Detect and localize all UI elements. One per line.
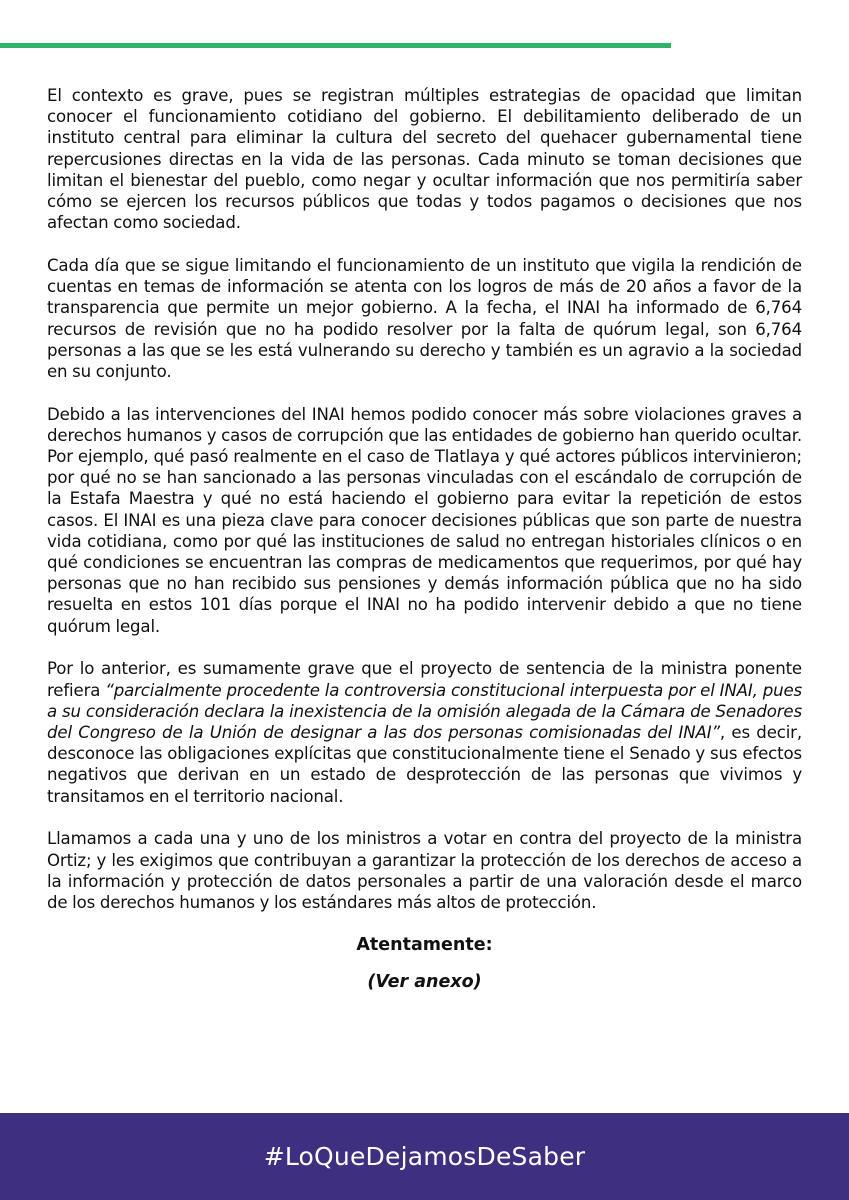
- letter-body: [47, 85, 802, 992]
- footer-banner: [0, 1113, 849, 1200]
- paragraph-context: El contexto es grave, pues se registran múltiples estrategias de opacidad que limitan conocer el funcionamiento cotidiano del gobierno. El debilitamiento deliberado de un instituto central para eliminar la cultura del secreto del quehacer gubernamental tiene repercusiones directas en la vida de las personas. Cada minuto se toman decisiones que limitan el bienestar del pueblo, como negar y ocultar información que nos permitiría saber cómo se ejercen los recursos públicos que todas y todos pagamos o decisiones que nos afectan como sociedad.: [47, 86, 802, 233]
- campaign-hashtag: #LoQueDejamosDeSaber: [263, 1142, 586, 1171]
- closing-salutation: Atentamente:: [356, 934, 493, 955]
- paragraph-inai-interventions: Debido a las intervenciones del INAI hemos podido conocer más sobre violaciones graves a derechos humanos y casos de corrupción que las entidades de gobierno han querido ocultar. Por ejemplo, qué pasó realmente en el caso de Tlatlaya y qué actores públicos intervinieron; por qué no se han sancionado a las personas vinculadas con el escándalo de corrupción de la Estafa Maestra y qué no está haciendo el gobierno para evitar la repetición de estos casos. El INAI es una pieza clave para conocer decisiones públicas que son parte de nuestra vida cotidiana, como por qué las instituciones de salud no entregan historiales clínicos o en qué condiciones se encuentran las compras de medicamentos que requerimos, por qué hay personas que no han recibido sus pensiones y demás información pública que no ha sido resuelta en estos 101 días porque el INAI no ha podido intervenir debido a que no tiene quórum legal.: [47, 404, 802, 636]
- ruling-intro-text: Por lo anterior, es sumamente grave que el proyecto de sentencia de la ministra ponente refiera: [47, 659, 802, 700]
- ruling-outro-text: , es decir, desconoce las obligaciones explícitas que constitucionalmente tiene el Senado y sus efectos negativos que derivan en un estado de desprotección de las personas que vivimos y transitamos en el territorio nacional.: [47, 722, 802, 806]
- paragraph-inai-backlog: Cada día que se sigue limitando el funcionamiento de un instituto que vigila la rendición de cuentas en temas de información se atenta con los logros de más de 20 años a favor de la transparencia que permite un mejor gobierno. A la fecha, el INAI ha informado de 6,764 recursos de revisión que no ha podido resolver por la falta de quórum legal, son 6,764 personas a las que se les está vulnerando su derecho y también es un agravio a la sociedad en su conjunto.: [47, 255, 802, 381]
- paragraph-call-to-action: Llamamos a cada una y uno de los ministros a votar en contra del proyecto de la ministra Ortiz; y les exigimos que contribuyan a garantizar la protección de los derechos de acceso a la información y protección de datos personales a partir de una valoración desde el marco de los derechos humanos y los estándares más altos de protección.: [47, 829, 802, 912]
- ruling-quote: “parcialmente procedente la controversia constitucional interpuesta por el INAI, pues a su consideración declara la inexistencia de la omisión alegada de la Cámara de Senadores del Congreso de la Unión de designar a las dos personas comisionadas del INAI”: [47, 680, 802, 742]
- paragraph-court-ruling: [47, 658, 802, 806]
- top-accent-rule: [0, 43, 671, 48]
- annex-note: (Ver anexo): [367, 971, 482, 992]
